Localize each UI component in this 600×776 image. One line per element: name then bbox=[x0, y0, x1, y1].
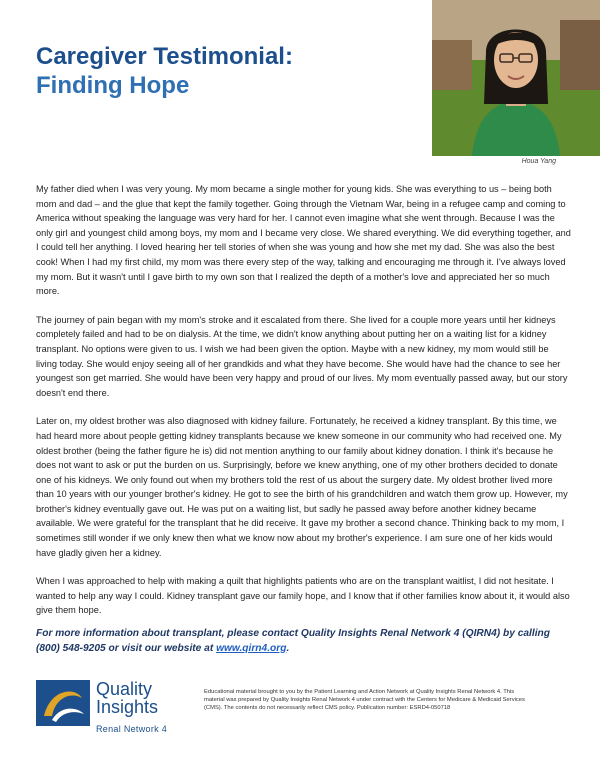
title-line-2: Finding Hope bbox=[36, 72, 190, 99]
contact-callout bbox=[36, 627, 572, 656]
educational-disclaimer: Educational material brought to you by the Patient Learning and Action Network at Quality Insights Renal Network 4. This material was prepared by Quality Insights Renal Network 4 under contract with the Centers for Medicare & Medicaid Services (CMS). The contents do not necessarily reflect CMS policy. Publication number: ESRD4-050718 bbox=[204, 689, 525, 711]
paragraph: Later on, my oldest brother was also diagnosed with kidney failure. Fortunately, he received a kidney transplant. By this time, we had heard more about people getting kidney transplants because we knew someone in our community who had received one. My oldest brother (being the father figure he is) did not mention anything to our family about kidney donation. I think it's because he does not want to ask or put the burden on us. Surprisingly, before we knew anything, one of my other brothers decided to donate one of his kidneys. We only found out when my brothers told the rest of us about the surgery date. My oldest brother lived more than 10 years with our younger brother's kidney. He got to see the birth of his grandchildren and watch them grow up. However, my brother's kidney eventually gave out. He was put on a waiting list, but sadly he passed away before another kidney became available. We were grateful for the transplant that he did receive. It gave my brother a second chance. Thinking back to my mom, I sometimes still wonder if we only knew then what we know now about my brother's experience. I am sure one of her kids would have gladly given her a kidney. bbox=[36, 416, 568, 558]
paragraph: The journey of pain began with my mom's stroke and it escalated from there. She lived for a couple more years until her kidneys completely failed and had to be on dialysis. At the time, we didn't know anything about putting her on a waiting list for a kidney transplant. No options were given to us. I wish we had been given the option. Maybe with a new kidney, my mom would still be living today. She would enjoy seeing all of her grandkids and what they have become. She would have had the chance to see her youngest son get married. She would have been very happy and proud of our lives. My mom eventually passed away, but our story doesn't end there. bbox=[36, 314, 568, 398]
website-link[interactable]: www.qirn4.org bbox=[216, 642, 287, 654]
paragraph: When I was approached to help with making a quilt that highlights patients who are on the transplant waitlist, I did not hesitate. I wanted to help any way I could. Kidney transplant gave our family hope, and I know that if other families know about it, it would also give them hope. bbox=[36, 576, 570, 616]
logo-line-1: Quality bbox=[96, 679, 153, 699]
portrait-photo bbox=[432, 0, 600, 156]
page-title bbox=[36, 42, 293, 100]
contact-end: . bbox=[286, 642, 290, 654]
paragraph: My father died when I was very young. My mom became a single mother for young kids. She was everything to us – being both mom and dad – and the glue that kept the family together. Going through the Vietnam War, being in a refugee camp and coming to America without speaking the language was very hard for her. I cannot even imagine what she went through. Because I was the only girl and youngest child among boys, my mom and I became very close. We shared everything. We did everything together, and I could tell her anything. I loved hearing her tell stories of when she was young and how she met my dad. She was also the best cook! When I had my first child, my mom was there every step of the way, talking and encouraging me through it. I've always loved my mom. But it wasn't until I gave birth to my own son that I realized the depth of a mother's love and appreciated her so much more. bbox=[36, 184, 571, 297]
title-line-1: Caregiver Testimonial: bbox=[36, 43, 293, 70]
logo-line-2: Insights bbox=[96, 697, 159, 717]
contact-text: For more information about transplant, please contact Quality Insights Renal Network 4 (QIRN4) by calling (800) 548-9205 or visit our website at bbox=[36, 628, 550, 654]
photo-caption: Houa Yang bbox=[521, 158, 556, 165]
logo-wordmark bbox=[96, 680, 158, 716]
portrait-illustration bbox=[432, 0, 600, 156]
logo-subtitle: Renal Network 4 bbox=[96, 724, 168, 734]
quality-insights-logo bbox=[36, 680, 196, 740]
testimonial-body bbox=[36, 182, 572, 632]
logo-mark-icon bbox=[36, 680, 90, 726]
